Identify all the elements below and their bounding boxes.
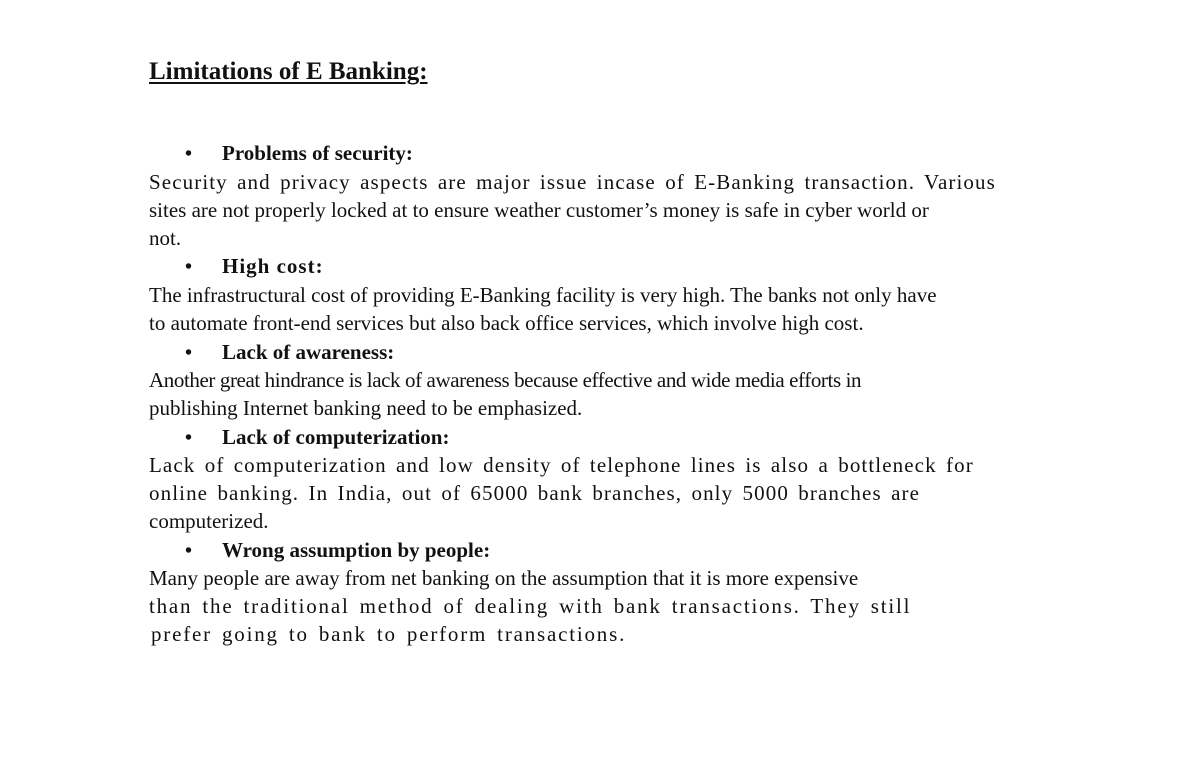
bullet-icon: • xyxy=(185,342,193,364)
paragraph-line: Many people are away from net banking on the assumption that it is more expensive xyxy=(149,566,859,590)
paragraph-line: computerized. xyxy=(149,509,269,533)
paragraph-line: Lack of computerization and low density of telephone lines is also a bottleneck for xyxy=(149,453,974,477)
paragraph-line: Another great hindrance is lack of awareness because effective and wide media efforts in xyxy=(149,368,862,392)
section-heading-wrong-assumption xyxy=(185,538,490,563)
heading-text: Wrong assumption by people: xyxy=(222,538,491,562)
bullet-icon: • xyxy=(185,540,193,562)
paragraph-line: prefer going to bank to perform transactions. xyxy=(151,622,627,646)
section-heading-security xyxy=(185,141,413,166)
section-heading-computerization xyxy=(185,425,449,450)
bullet-icon: • xyxy=(185,427,193,449)
paragraph-line: sites are not properly locked at to ensure weather customer’s money is safe in cyber world or xyxy=(149,198,929,222)
paragraph-line: Security and privacy aspects are major issue incase of E-Banking transaction. Various xyxy=(149,170,996,194)
paragraph-line: than the traditional method of dealing with bank transactions. They still xyxy=(149,594,912,618)
paragraph-line: publishing Internet banking need to be emphasized. xyxy=(149,396,583,420)
heading-text: Problems of security: xyxy=(222,141,413,165)
bullet-icon: • xyxy=(185,256,193,278)
paragraph-line: The infrastructural cost of providing E-Banking facility is very high. The banks not only have xyxy=(149,283,937,307)
heading-text: High cost: xyxy=(222,254,324,278)
heading-text: Lack of awareness: xyxy=(222,340,395,364)
paragraph-line: online banking. In India, out of 65000 bank branches, only 5000 branches are xyxy=(149,481,921,505)
page-title: Limitations of E Banking: xyxy=(149,58,428,85)
paragraph-line: not. xyxy=(149,226,182,250)
bullet-icon: • xyxy=(185,143,193,165)
section-heading-awareness xyxy=(185,340,394,365)
section-heading-high-cost xyxy=(185,254,324,279)
paragraph-line: to automate front-end services but also back office services, which involve high cost. xyxy=(149,311,864,335)
heading-text: Lack of computerization: xyxy=(222,425,450,449)
